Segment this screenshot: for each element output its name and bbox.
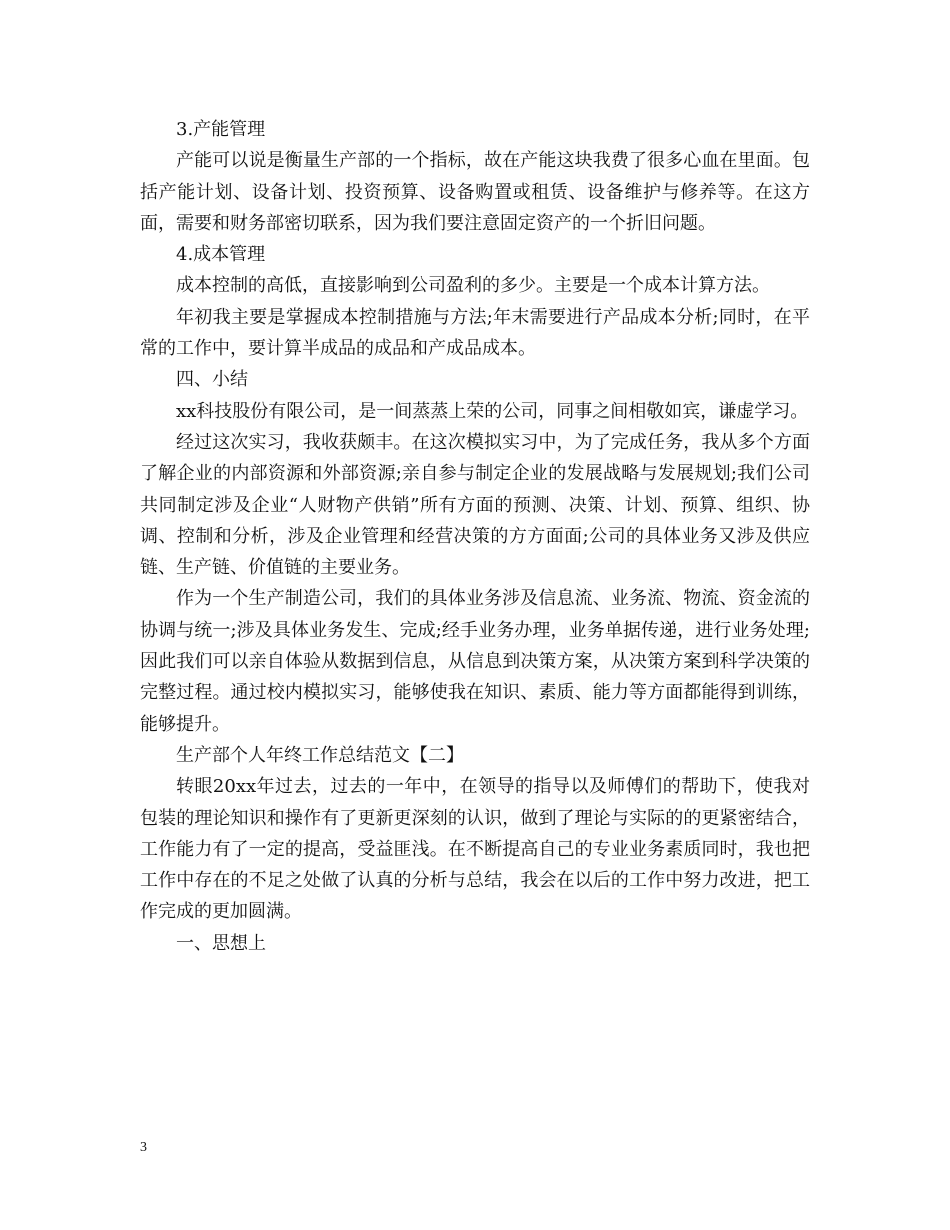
paragraph-year-review: 转眼20xx年过去，过去的一年中，在领导的指导以及师傅们的帮助下，使我对包装的理论知识和操作有了更新更深刻的认识，做到了理论与实际的的更紧密结合，工作能力有了一定的提高，受益匪浅。在不断提高自己的专业业务素质同时，我也把工作中存在的不足之处做了认真的分析与总结，我会在以后的工作中努力改进，把工作完成的更加圆满。: [140, 776, 810, 923]
section-heading-cost: 4.成本管理: [176, 244, 266, 266]
page-number: 3: [140, 1140, 147, 1155]
page-body: [140, 114, 810, 959]
section-heading-summary: 四、小结: [176, 369, 248, 391]
paragraph-cost-control: 成本控制的高低，直接影响到公司盈利的多少。主要是一个成本计算方法。: [176, 275, 770, 297]
paragraph-cost-methods: 年初我主要是掌握成本控制措施与方法;年末需要进行产品成本分析;同时，在平常的工作中，要计算半成品的成品和产成品成本。: [140, 306, 810, 360]
paragraph-internship: 经过这次实习，我收获颇丰。在这次模拟实习中，为了完成任务，我从多个方面了解企业的内部资源和外部资源;亲自参与制定企业的发展战略与发展规划;我们公司共同制定涉及企业“人财物产供销”所有方面的预测、决策、计划、预算、组织、协调、控制和分析，涉及企业管理和经营决策的方方面面;公司的具体业务又涉及供应链、生产链、价值链的主要业务。: [140, 431, 810, 579]
paragraph-capacity: 产能可以说是衡量生产部的一个指标，故在产能这块我费了很多心血在里面。包括产能计划、设备计划、投资预算、设备购置或租赁、设备维护与修养等。在这方面，需要和财务部密切联系，因为我们要注意固定资产的一个折旧问题。: [140, 150, 810, 234]
section-heading-capacity: 3.产能管理: [176, 119, 266, 140]
paragraph-company: xx科技股份有限公司，是一间蒸蒸上荣的公司，同事之间相敬如宾，谦虚学习。: [176, 400, 809, 422]
paragraph-manufacturing: 作为一个生产制造公司，我们的具体业务涉及信息流、业务流、物流、资金流的协调与统一;涉及具体业务发生、完成;经手业务办理，业务单据传递，进行业务处理;因此我们可以亲自体验从数据到信息，从信息到决策方案，从决策方案到科学决策的完整过程。通过校内模拟实习，能够使我在知识、素质、能力等方面都能得到训练，能够提升。: [140, 588, 810, 735]
section-heading-thought: 一、思想上: [176, 932, 266, 954]
article-title-two: 生产部个人年终工作总结范文【二】: [176, 744, 464, 766]
